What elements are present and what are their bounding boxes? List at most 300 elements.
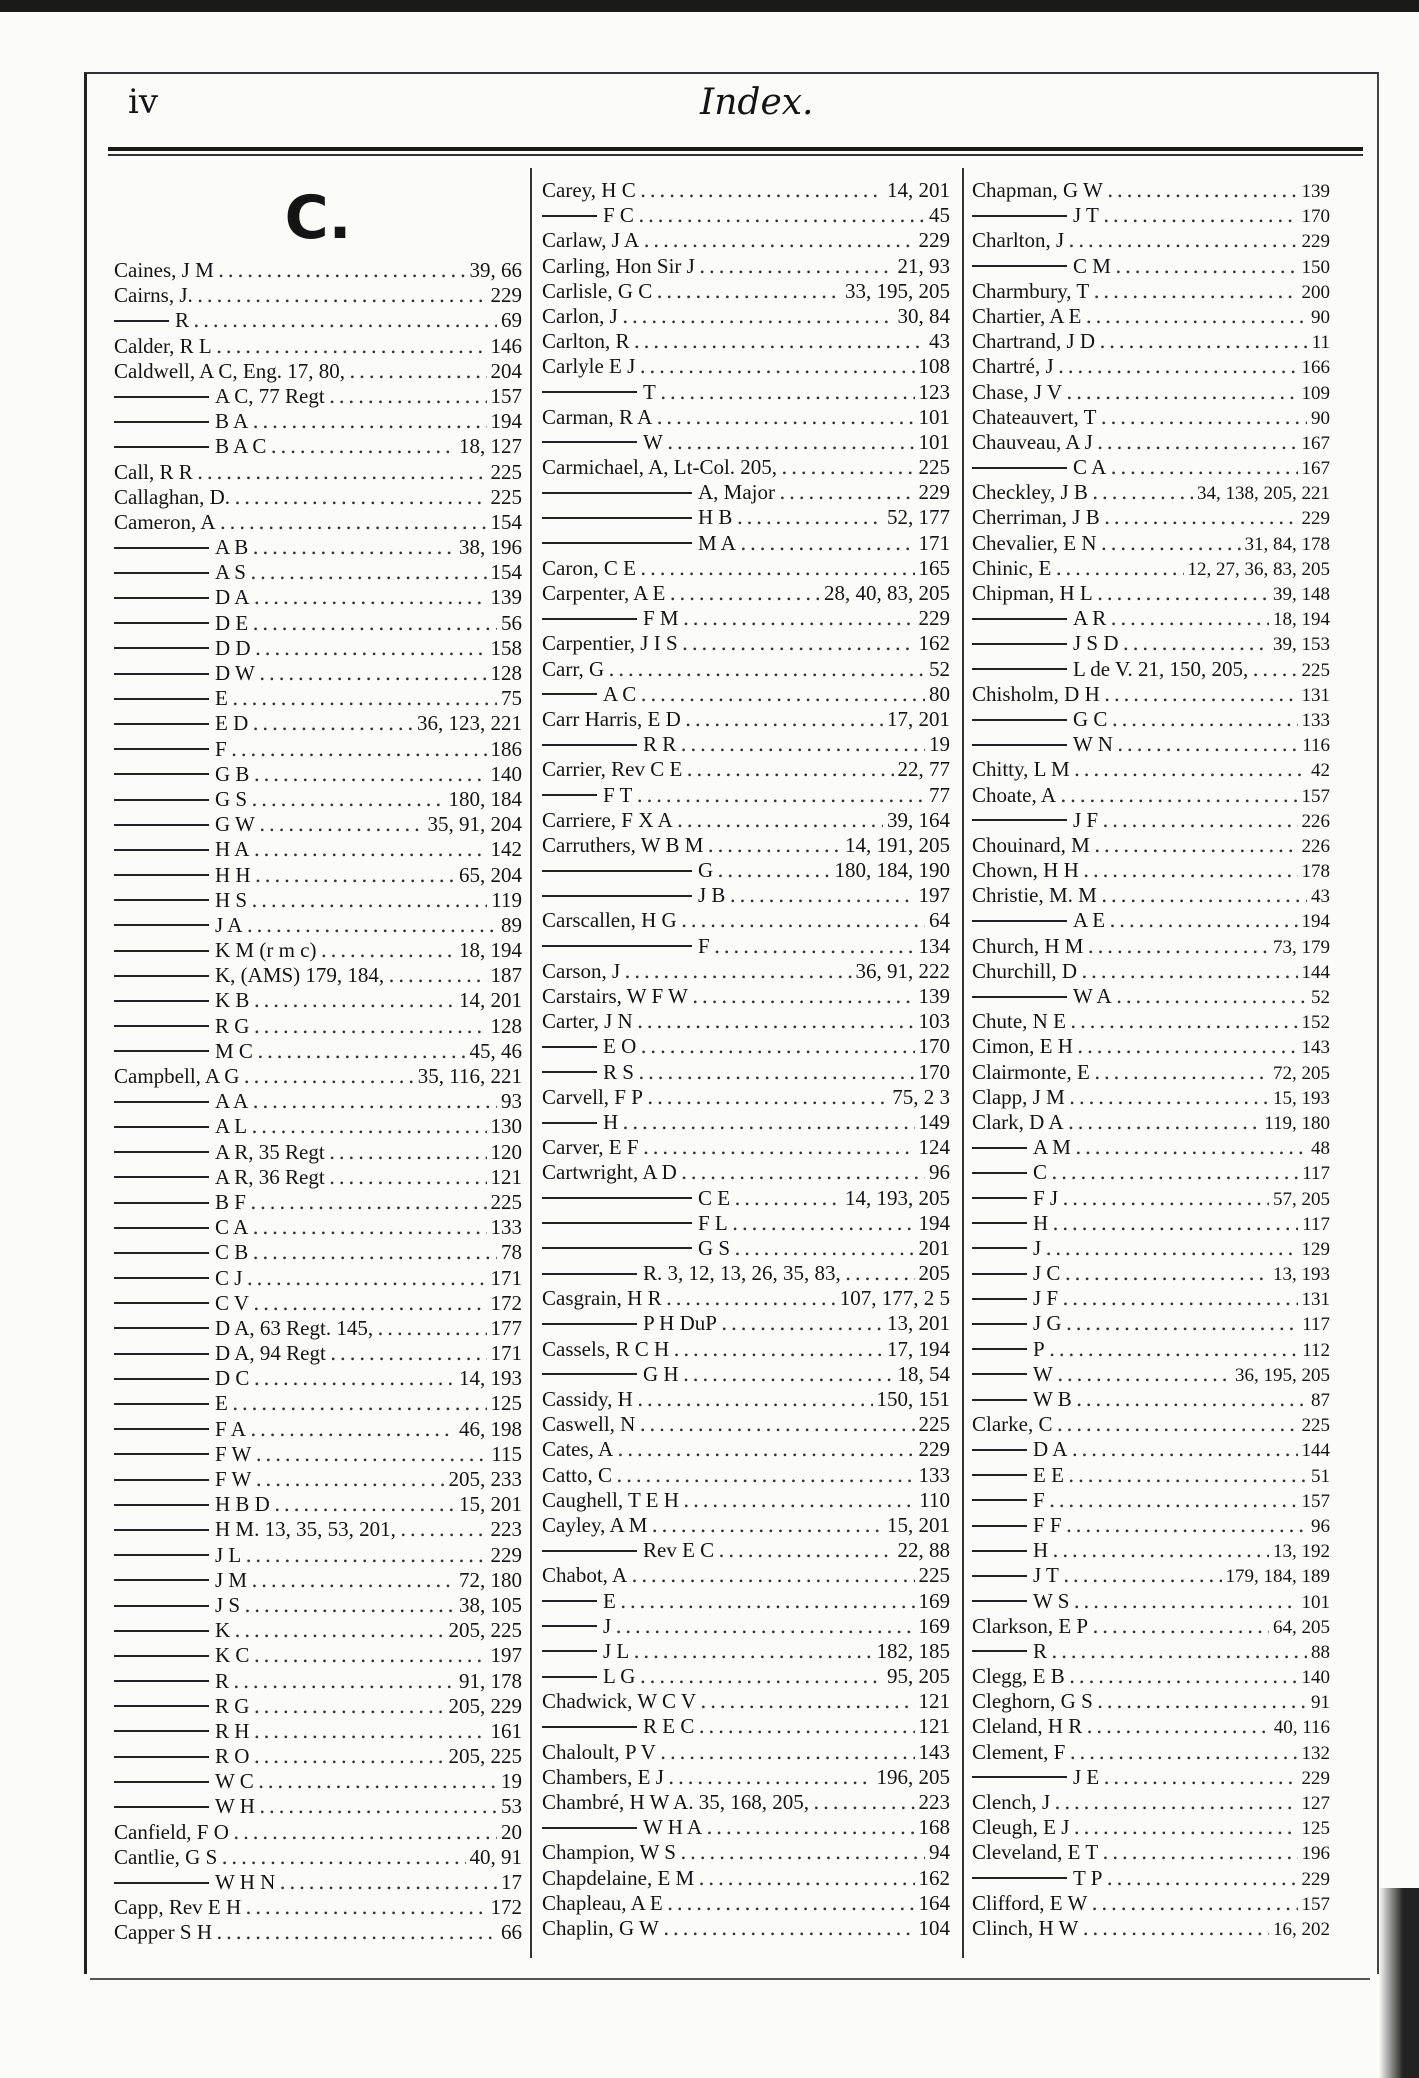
ditto-dash bbox=[972, 1550, 1027, 1552]
entry-pages: 115 bbox=[491, 1441, 522, 1466]
entry-name: Campbell, A G bbox=[114, 1064, 240, 1088]
ditto-dash bbox=[972, 1474, 1027, 1476]
column-divider bbox=[530, 168, 532, 1958]
entry-pages: 129 bbox=[1301, 1238, 1330, 1260]
dot-leader bbox=[673, 1337, 883, 1362]
dot-leader bbox=[1097, 1689, 1307, 1714]
index-entry bbox=[542, 203, 950, 228]
index-entry bbox=[972, 1765, 1330, 1790]
ditto-dash bbox=[114, 1554, 209, 1556]
dot-leader bbox=[320, 938, 455, 963]
entry-pages: 14, 201 bbox=[459, 988, 522, 1013]
dot-leader bbox=[1063, 1563, 1222, 1588]
index-entry bbox=[542, 1135, 950, 1160]
entry-pages: 33, 195, 205 bbox=[845, 278, 950, 303]
ditto-dash bbox=[972, 1373, 1027, 1375]
dot-leader bbox=[1068, 228, 1297, 253]
dot-leader bbox=[666, 1286, 836, 1311]
entry-pages: 17, 201 bbox=[887, 706, 950, 731]
dot-leader bbox=[616, 1463, 914, 1488]
dot-leader bbox=[640, 178, 883, 203]
dot-leader bbox=[1045, 1236, 1297, 1261]
entry-name: D A bbox=[215, 585, 250, 610]
entry-pages: 223 bbox=[918, 1790, 950, 1814]
entry-pages: 13, 201 bbox=[887, 1311, 950, 1336]
index-entry bbox=[114, 1820, 522, 1845]
dot-leader bbox=[667, 430, 915, 455]
entry-pages: 121 bbox=[918, 1714, 950, 1739]
entry-pages: 225 bbox=[490, 1189, 522, 1214]
index-entry bbox=[972, 254, 1330, 279]
entry-pages: 131 bbox=[1301, 684, 1330, 706]
dot-leader bbox=[638, 1060, 915, 1085]
entry-name: A C bbox=[603, 681, 637, 706]
entry-pages: 157 bbox=[1301, 1893, 1330, 1915]
entry-pages: 205 bbox=[918, 1261, 950, 1286]
entry-name: Clark, D A bbox=[972, 1109, 1064, 1134]
index-entry bbox=[972, 455, 1330, 480]
index-entry bbox=[114, 1694, 522, 1719]
dot-leader bbox=[640, 1034, 914, 1059]
entry-name: C A bbox=[215, 1215, 249, 1240]
index-entry bbox=[542, 1840, 950, 1865]
dot-leader bbox=[1111, 707, 1297, 732]
dot-leader bbox=[219, 510, 486, 535]
page-number: iv bbox=[128, 82, 159, 122]
entry-pages: 229 bbox=[490, 283, 522, 308]
index-entry bbox=[114, 762, 522, 787]
dot-leader bbox=[680, 732, 925, 757]
entry-name: W A bbox=[1073, 984, 1112, 1008]
entry-name: R E C bbox=[643, 1714, 695, 1739]
ditto-dash bbox=[114, 748, 209, 750]
ditto-dash bbox=[542, 1273, 637, 1275]
entry-name: Chown, H H bbox=[972, 858, 1079, 883]
ditto-dash bbox=[542, 1323, 637, 1325]
ditto-dash bbox=[542, 1122, 597, 1124]
index-entry bbox=[542, 1866, 950, 1891]
entry-name: F bbox=[698, 933, 710, 958]
entry-pages: 169 bbox=[918, 1613, 950, 1638]
entry-name: F A bbox=[215, 1416, 246, 1441]
entry-name: C M bbox=[1073, 253, 1111, 278]
ditto-dash bbox=[114, 1781, 209, 1783]
index-entry bbox=[972, 1866, 1330, 1891]
dot-leader bbox=[1102, 1840, 1297, 1865]
index-entry bbox=[114, 334, 522, 359]
dot-leader bbox=[251, 1568, 455, 1593]
ditto-dash bbox=[972, 1147, 1027, 1149]
index-entry bbox=[542, 1060, 950, 1085]
entry-pages: 121 bbox=[918, 1689, 950, 1714]
entry-name: A E bbox=[1073, 908, 1106, 933]
entry-pages: 229 bbox=[918, 1437, 950, 1462]
ditto-dash bbox=[114, 1479, 209, 1481]
ditto-dash bbox=[114, 1252, 209, 1254]
entry-pages: 229 bbox=[1301, 508, 1330, 530]
entry-pages: 194 bbox=[490, 409, 522, 434]
entry-pages: 128 bbox=[490, 661, 522, 685]
index-entry bbox=[972, 1513, 1330, 1538]
entry-pages: 205, 225 bbox=[448, 1618, 522, 1643]
entry-pages: 43 bbox=[929, 329, 950, 354]
ditto-dash bbox=[114, 1202, 209, 1204]
index-entry bbox=[542, 556, 950, 581]
entry-pages: 171 bbox=[918, 530, 950, 555]
dot-leader bbox=[1066, 1513, 1307, 1538]
dot-leader bbox=[714, 934, 915, 959]
entry-pages: 116 bbox=[1302, 735, 1330, 757]
dot-leader bbox=[1062, 1286, 1297, 1311]
dot-leader bbox=[637, 1387, 873, 1412]
entry-name: Chartier, A E bbox=[972, 303, 1082, 328]
index-entry bbox=[114, 510, 522, 535]
entry-name: E E bbox=[1033, 1462, 1064, 1487]
dot-leader bbox=[698, 1714, 914, 1739]
dot-leader bbox=[232, 686, 497, 711]
index-entry bbox=[114, 1014, 522, 1039]
dot-leader bbox=[667, 1891, 915, 1916]
entry-pages: 143 bbox=[918, 1739, 950, 1764]
entry-pages: 150, 151 bbox=[876, 1387, 950, 1411]
entry-name: Chambers, E J bbox=[542, 1764, 664, 1789]
index-entry bbox=[114, 1266, 522, 1291]
entry-pages: 109 bbox=[1301, 382, 1330, 404]
index-entry bbox=[542, 1815, 950, 1840]
dot-leader bbox=[1102, 808, 1297, 833]
index-entry bbox=[542, 1765, 950, 1790]
entry-pages: 78 bbox=[501, 1240, 522, 1265]
ditto-dash bbox=[972, 1247, 1027, 1249]
entry-name: T bbox=[643, 379, 656, 404]
index-entry bbox=[114, 1316, 522, 1341]
entry-name: M A bbox=[698, 530, 736, 555]
entry-pages: 139 bbox=[1301, 181, 1330, 202]
entry-name: K B bbox=[215, 988, 250, 1013]
dot-leader bbox=[1068, 1463, 1307, 1488]
entry-pages: 101 bbox=[1301, 1591, 1330, 1613]
dot-leader bbox=[252, 535, 455, 560]
dot-leader bbox=[349, 359, 487, 384]
index-entry bbox=[542, 1160, 950, 1185]
entry-name: G B bbox=[215, 761, 250, 786]
index-entry bbox=[542, 228, 950, 253]
index-entry bbox=[114, 1744, 522, 1769]
entry-name: Chaplin, G W bbox=[542, 1915, 659, 1940]
ditto-dash bbox=[972, 1575, 1027, 1577]
entry-name: L de V. 21, 150, 205, bbox=[1073, 656, 1249, 681]
entry-name: Callaghan, D. bbox=[114, 484, 231, 509]
ditto-dash bbox=[114, 1126, 209, 1128]
entry-name: R bbox=[1033, 1638, 1048, 1663]
dot-leader bbox=[255, 1467, 444, 1492]
index-entry bbox=[542, 631, 950, 656]
index-entry bbox=[972, 1362, 1330, 1387]
entry-pages: 108 bbox=[918, 354, 950, 379]
dot-leader bbox=[330, 1341, 487, 1366]
index-entry bbox=[542, 1614, 950, 1639]
entry-pages: 12, 27, 36, 83, 205 bbox=[1187, 558, 1330, 580]
index-entry bbox=[114, 308, 522, 333]
index-entry bbox=[114, 963, 522, 988]
ditto-dash bbox=[114, 421, 209, 423]
entry-name: Carriere, F X A bbox=[542, 807, 673, 832]
entry-pages: 35, 91, 204 bbox=[427, 812, 522, 837]
entry-pages: 161 bbox=[490, 1718, 522, 1743]
index-entry bbox=[542, 480, 950, 505]
entry-pages: 133 bbox=[918, 1462, 950, 1487]
header-rule-thin bbox=[108, 154, 1363, 156]
dot-leader bbox=[253, 1291, 486, 1316]
index-entry bbox=[542, 908, 950, 933]
index-entry bbox=[114, 585, 522, 610]
ditto-dash bbox=[114, 950, 209, 952]
dot-leader bbox=[1073, 1589, 1297, 1614]
index-entry bbox=[114, 938, 522, 963]
entry-name: Cassidy, H bbox=[542, 1387, 633, 1411]
index-entry bbox=[114, 258, 522, 283]
entry-pages: 225 bbox=[490, 484, 522, 509]
index-entry bbox=[542, 1236, 950, 1261]
index-entry bbox=[542, 657, 950, 682]
ditto-dash bbox=[542, 693, 597, 695]
entry-name: A L bbox=[215, 1114, 248, 1139]
entry-name: Carrier, Rev C E bbox=[542, 757, 683, 782]
ditto-dash bbox=[972, 1877, 1067, 1879]
index-column-1 bbox=[114, 178, 522, 1946]
entry-pages: 123 bbox=[918, 379, 950, 404]
entry-pages: 144 bbox=[1301, 961, 1330, 983]
entry-name: B A bbox=[215, 409, 249, 434]
index-entry bbox=[114, 711, 522, 736]
entry-pages: 18, 194 bbox=[459, 938, 522, 963]
dot-leader bbox=[608, 657, 925, 682]
entry-pages: 14, 201 bbox=[887, 178, 950, 202]
dot-leader bbox=[252, 711, 413, 736]
entry-pages: 204 bbox=[490, 358, 522, 383]
entry-name: Caldwell, A C, Eng. 17, 80, bbox=[114, 358, 345, 383]
entry-name: R S bbox=[603, 1059, 634, 1084]
ditto-dash bbox=[114, 597, 209, 599]
index-entry bbox=[972, 178, 1330, 203]
ditto-dash bbox=[972, 819, 1067, 821]
entry-pages: 139 bbox=[918, 984, 950, 1008]
dot-leader bbox=[253, 1694, 444, 1719]
entry-name: F bbox=[1033, 1487, 1045, 1512]
entry-pages: 11 bbox=[1311, 332, 1330, 354]
ditto-dash bbox=[114, 1277, 209, 1279]
entry-name: D A bbox=[1033, 1437, 1068, 1462]
dot-leader bbox=[252, 1240, 497, 1265]
entry-name: Cleland, H R bbox=[972, 1714, 1083, 1739]
ditto-dash bbox=[114, 1151, 209, 1153]
dot-leader bbox=[274, 1492, 455, 1517]
entry-pages: 124 bbox=[918, 1135, 950, 1160]
index-entry bbox=[972, 1311, 1330, 1336]
entry-name: A C, 77 Regt bbox=[215, 383, 325, 408]
dot-leader bbox=[400, 1517, 487, 1542]
entry-name: Capper S H bbox=[114, 1920, 212, 1945]
dot-leader bbox=[1092, 1614, 1269, 1639]
entry-pages: 120 bbox=[490, 1139, 522, 1164]
index-entry bbox=[972, 228, 1330, 253]
entry-pages: 52, 177 bbox=[887, 505, 950, 530]
entry-name: Charlton, J bbox=[972, 228, 1065, 253]
dot-leader bbox=[683, 606, 915, 631]
entry-pages: 196, 205 bbox=[876, 1764, 950, 1789]
entry-pages: 142 bbox=[490, 837, 522, 862]
dot-leader bbox=[329, 1165, 487, 1190]
ditto-dash bbox=[114, 622, 209, 624]
entry-name: W bbox=[1033, 1361, 1053, 1386]
index-entry bbox=[972, 380, 1330, 405]
dot-leader bbox=[660, 1740, 915, 1765]
index-entry bbox=[542, 783, 950, 808]
dot-leader bbox=[1094, 1060, 1269, 1085]
entry-name: Carr, G bbox=[542, 656, 605, 681]
dot-leader bbox=[640, 556, 915, 581]
ditto-dash bbox=[114, 396, 209, 398]
index-entry bbox=[972, 1286, 1330, 1311]
entry-name: H M. 13, 35, 53, 201, bbox=[215, 1517, 396, 1542]
dot-leader bbox=[1116, 984, 1307, 1009]
index-entry bbox=[542, 984, 950, 1009]
index-entry bbox=[972, 1337, 1330, 1362]
index-entry bbox=[114, 1039, 522, 1064]
ditto-dash bbox=[972, 265, 1067, 267]
index-entry bbox=[114, 1064, 522, 1089]
entry-pages: 101 bbox=[918, 429, 950, 454]
entry-name: K C bbox=[215, 1643, 250, 1668]
entry-name: D A, 94 Regt bbox=[215, 1341, 326, 1366]
dot-leader bbox=[634, 329, 926, 354]
dot-leader bbox=[234, 1618, 444, 1643]
index-entry bbox=[972, 1563, 1330, 1588]
index-entry bbox=[972, 606, 1330, 631]
index-entry bbox=[542, 934, 950, 959]
dot-leader bbox=[250, 1417, 455, 1442]
ditto-dash bbox=[114, 1756, 209, 1758]
ditto-dash bbox=[542, 1197, 692, 1199]
entry-pages: 223 bbox=[490, 1517, 522, 1542]
entry-name: F W bbox=[215, 1467, 252, 1491]
entry-pages: 200 bbox=[1301, 281, 1330, 303]
ditto-dash bbox=[542, 391, 637, 393]
ditto-dash bbox=[114, 1353, 209, 1355]
index-entry bbox=[972, 1639, 1330, 1664]
entry-name: G bbox=[698, 858, 714, 883]
entry-pages: 72, 180 bbox=[459, 1567, 522, 1592]
ditto-dash bbox=[542, 895, 692, 897]
dot-leader bbox=[680, 1840, 925, 1865]
ditto-dash bbox=[114, 572, 209, 574]
entry-pages: 139 bbox=[490, 585, 522, 610]
index-entry bbox=[542, 279, 950, 304]
index-entry bbox=[542, 1337, 950, 1362]
entry-name: Carlyle E J bbox=[542, 354, 636, 379]
entry-pages: 187 bbox=[490, 963, 522, 988]
dot-leader bbox=[1104, 682, 1298, 707]
dot-leader bbox=[1077, 1034, 1298, 1059]
dot-leader bbox=[233, 1820, 497, 1845]
entry-name: E O bbox=[603, 1034, 637, 1059]
entry-pages: 229 bbox=[1301, 1868, 1330, 1890]
index-entry bbox=[114, 1769, 522, 1794]
dot-leader bbox=[252, 611, 497, 636]
dot-leader bbox=[253, 1719, 486, 1744]
entry-pages: 162 bbox=[918, 1865, 950, 1890]
entry-name: H bbox=[1033, 1538, 1049, 1563]
index-entry bbox=[972, 1790, 1330, 1815]
entry-pages: 196 bbox=[1301, 1843, 1330, 1865]
entry-pages: 39, 148 bbox=[1273, 584, 1330, 605]
dot-leader bbox=[244, 1593, 455, 1618]
index-entry bbox=[114, 434, 522, 459]
dot-leader bbox=[668, 1765, 873, 1790]
entry-name: W N bbox=[1073, 732, 1113, 757]
ditto-dash bbox=[114, 1529, 209, 1531]
ditto-dash bbox=[542, 1373, 637, 1375]
entry-name: Clement, F bbox=[972, 1739, 1066, 1764]
entry-pages: 56 bbox=[501, 610, 522, 635]
entry-name: W bbox=[643, 429, 663, 454]
dot-leader bbox=[1101, 883, 1307, 908]
index-entry bbox=[542, 1437, 950, 1462]
entry-pages: 93 bbox=[501, 1089, 522, 1114]
dot-leader bbox=[1069, 1740, 1297, 1765]
entry-name: A A bbox=[215, 1089, 249, 1114]
entry-name: R G bbox=[215, 1693, 250, 1718]
entry-name: R G bbox=[215, 1013, 250, 1038]
ditto-dash bbox=[972, 1776, 1067, 1778]
index-entry bbox=[972, 1085, 1330, 1110]
entry-pages: 101 bbox=[918, 404, 950, 429]
dot-leader bbox=[631, 1563, 914, 1588]
entry-pages: 171 bbox=[490, 1341, 522, 1366]
ditto-dash bbox=[114, 673, 209, 675]
entry-name: J L bbox=[215, 1542, 242, 1567]
ditto-dash bbox=[542, 945, 692, 947]
entry-name: H bbox=[1033, 1210, 1049, 1235]
entry-pages: 128 bbox=[490, 1013, 522, 1038]
dot-leader bbox=[255, 1442, 487, 1467]
dot-leader bbox=[638, 203, 925, 228]
entry-pages: 88 bbox=[1311, 1641, 1330, 1663]
ditto-dash bbox=[114, 824, 209, 826]
index-entry bbox=[972, 1589, 1330, 1614]
entry-name: D C bbox=[215, 1366, 250, 1391]
index-entry bbox=[542, 1790, 950, 1815]
entry-name: Carstairs, W F W bbox=[542, 984, 688, 1008]
entry-name: C B bbox=[215, 1240, 249, 1265]
index-entry bbox=[542, 430, 950, 455]
entry-pages: 172 bbox=[490, 1895, 522, 1920]
dot-leader bbox=[231, 737, 487, 762]
ditto-dash bbox=[972, 643, 1067, 645]
column-divider bbox=[962, 168, 964, 1958]
dot-leader bbox=[636, 783, 925, 808]
dot-leader bbox=[692, 984, 915, 1009]
ditto-dash bbox=[114, 1000, 209, 1002]
dot-leader bbox=[685, 707, 883, 732]
dot-leader bbox=[1101, 531, 1241, 556]
ditto-dash bbox=[542, 492, 692, 494]
entry-pages: 36, 91, 222 bbox=[855, 958, 950, 983]
entry-name: F W bbox=[215, 1441, 252, 1466]
index-entry bbox=[114, 1089, 522, 1114]
ditto-dash bbox=[542, 441, 637, 443]
index-entry bbox=[972, 1387, 1330, 1412]
